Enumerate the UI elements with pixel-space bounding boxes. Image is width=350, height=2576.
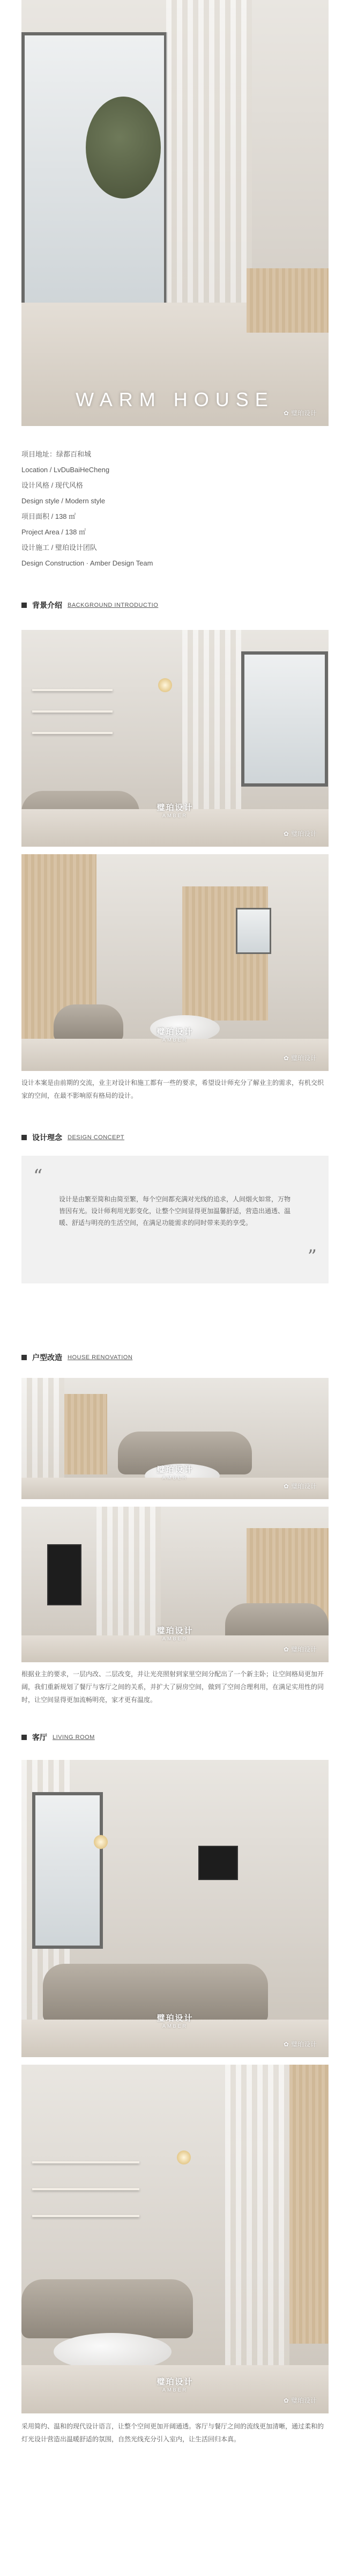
brand-logo: 璧珀设计 AMBER: [157, 803, 193, 818]
brand-logo: 璧珀设计 AMBER: [157, 1028, 193, 1043]
brand-logo: 璧珀设计 AMBER: [157, 2377, 193, 2392]
square-bullet-icon: [21, 1355, 27, 1360]
info-line: 项目面积 / 138 ㎡: [21, 512, 76, 520]
square-bullet-icon: [21, 1735, 27, 1740]
info-line: Design style / Modern style: [21, 497, 106, 505]
info-line: Design Construction · Amber Design Team: [21, 559, 153, 567]
watermark: ✿ 璧珀设计: [283, 409, 317, 417]
brand-logo: 璧珀设计 AMBER: [157, 1465, 193, 1480]
section-living: 客厅 LIVING ROOM: [21, 1732, 95, 1743]
brand-logo: 璧珀设计 AMBER: [157, 2014, 193, 2029]
hero-photo: [21, 0, 329, 426]
living-room-photo-1: [21, 630, 329, 847]
square-bullet-icon: [21, 1135, 27, 1140]
wechat-icon: ✿: [283, 2040, 289, 2048]
renovation-text: 根据业主的要求，一层内改、二层改变，并让光亮照射到家里空间分配出了一个新主卧；让空间格局更加开阔，我们重新规划了餐厅与客厅之间的关系，并扩大了厨房空间，做到了空间合理利用，在满足实用性的同时，让空间显得更加流畅明亮，家才更有温度。: [21, 1670, 324, 1704]
square-bullet-icon: [21, 603, 27, 608]
watermark: ✿ 璧珀设计: [283, 830, 317, 838]
brand-logo: 璧珀设计 AMBER: [157, 1626, 193, 1641]
watermark: ✿ 璧珀设计: [283, 1645, 317, 1653]
info-line: Location / LvDuBaiHeCheng: [21, 466, 110, 474]
watermark: ✿ 璧珀设计: [283, 2040, 317, 2048]
watermark: ✿ 璧珀设计: [283, 1054, 317, 1062]
section-renovation: 户型改造 HOUSE RENOVATION: [21, 1352, 132, 1363]
close-quote-icon: ”: [307, 1246, 317, 1267]
living-room-photo-2: [21, 854, 329, 1071]
project-info: [21, 446, 153, 571]
background-text: 设计本案是由前期的交流，业主对设计和施工都有一些的要求，希望设计师充分了解业主的需求，有机交织家的空间，在最不影响原有格局的设计。: [21, 1079, 324, 1099]
living-room-photo-4: [21, 2065, 329, 2413]
wechat-icon: ✿: [283, 1645, 289, 1653]
wechat-icon: ✿: [283, 1054, 289, 1062]
renovation-photo-2: [21, 1507, 329, 1662]
concept-quote: “ 设计是由繁至简和由简至繁，每个空间都充满对光线的追求，人间烟火如常，万物皆因有光。设计师利用光影变化，让整个空间显得更加温馨舒适，营造出通透、温暖、舒适与明亮的生活空间，在满足功能需求的同时带来美的享受。 ”: [21, 1156, 329, 1283]
wechat-icon: ✿: [283, 830, 289, 838]
info-line: 设计施工 / 璧珀设计团队: [21, 544, 97, 552]
living-room-photo-3: [21, 1760, 329, 2057]
living-text: 采用简约、温和的现代设计语言，让整个空间更加开阔通透。客厅与餐厅之间的流线更加清晰，通过柔和的灯光设计营造出温暖舒适的氛围，自然光线充分引入室内，让生活回归本真。: [21, 2423, 324, 2443]
renovation-photo-1: [21, 1378, 329, 1499]
wechat-icon: ✿: [283, 2396, 289, 2404]
open-quote-icon: “: [33, 1165, 43, 1187]
info-line: Project Area / 138 ㎡: [21, 528, 86, 536]
watermark: ✿ 璧珀设计: [283, 2396, 317, 2404]
wechat-icon: ✿: [283, 409, 289, 417]
section-concept: 设计理念 DESIGN CONCEPT: [21, 1132, 124, 1143]
wechat-icon: ✿: [283, 1482, 289, 1490]
info-line: 设计风格 / 现代风格: [21, 481, 83, 489]
section-background: 背景介绍 BACKGROUND INTRODUCTIO: [21, 600, 158, 611]
info-line: 项目地址：绿都百和城: [21, 450, 92, 458]
hero-title: WARM HOUSE: [76, 388, 274, 410]
watermark: ✿ 璧珀设计: [283, 1482, 317, 1490]
